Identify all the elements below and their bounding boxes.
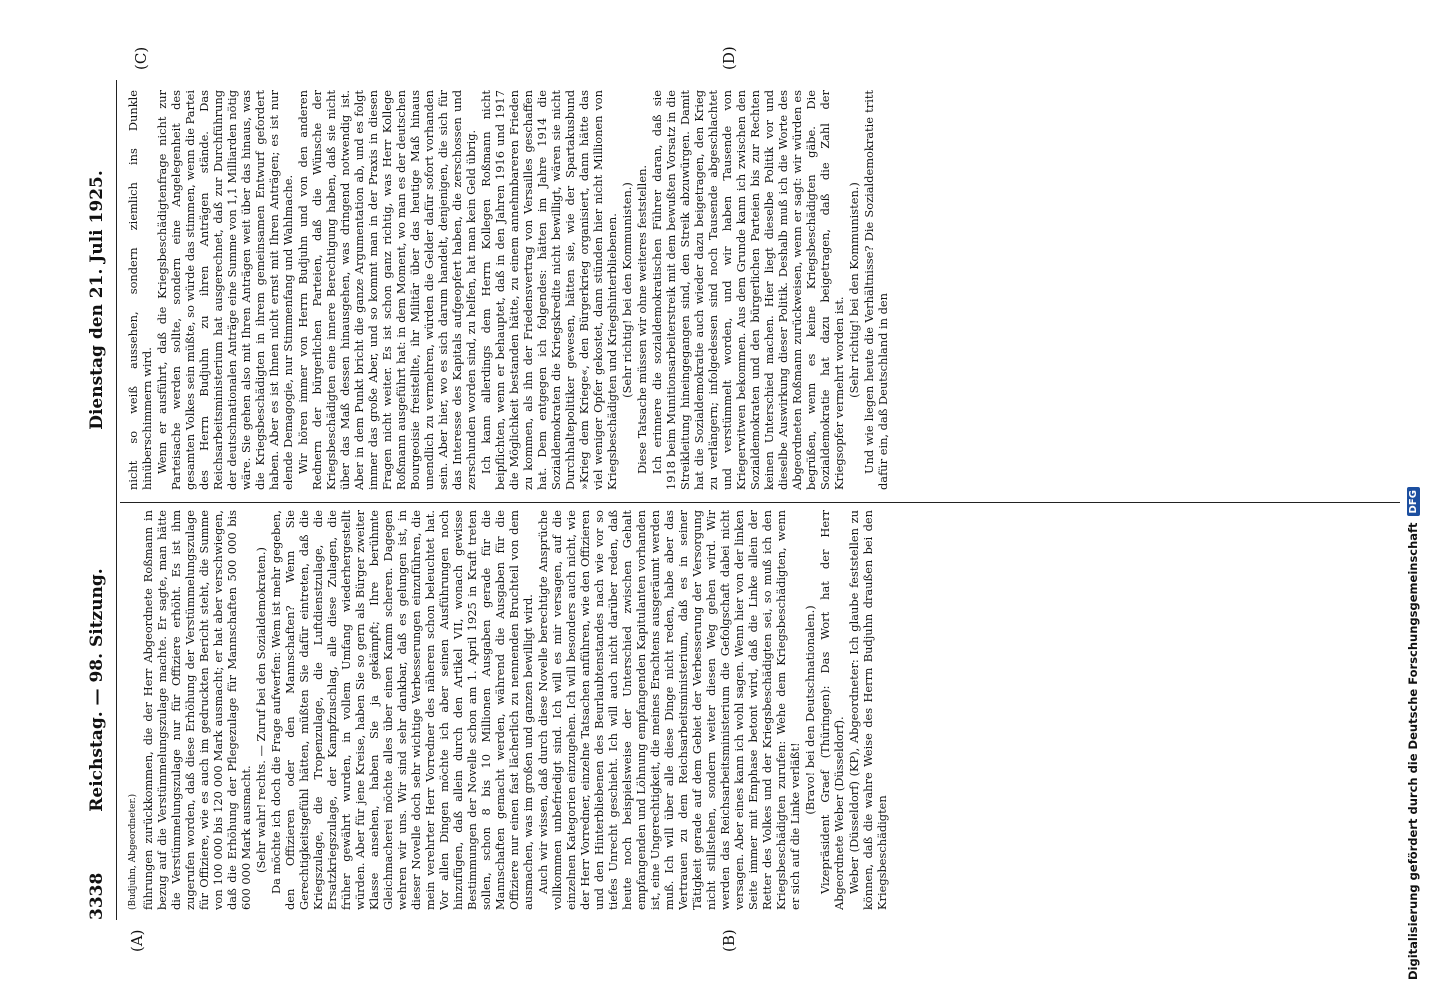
column-divider xyxy=(120,502,1400,503)
margin-marker-b: (B) xyxy=(720,929,738,952)
paragraph: Da möchte ich doch die Frage aufwerfen: Wem ist mehr gegeben, den Offizieren oder den Mannschaften? Wenn Sie Gerechtigkeitsgefühl hätten, müßten Sie dafür eintreten, daß die Kriegszulage, die Tropenzulage, die Luftdienstzulage, die Ersatzkriegszulage, der Kampfzuschlag, alle diese Zulagen, die früher gewährt wurden, in vollem Umfang wiederhergestellt würden. Aber für jene Kreise, haben Sie so gern als Bürger zweiter Klasse ansehen, haben Sie ja gekämpft; Ihre berühmte Gleichmacherei möchte alles über einen Kamm scheren. Dagegen wehren wir uns. Wir sind sehr dankbar, daß es gelungen ist, in dieser Novelle doch sehr wichtige Verbesserungen einzuführen, die mein verehrter Herr Vorredner des näheren schon beleuchtet hat. Vor allen Dingen möchte ich aber seinen Ausführungen noch hinzufügen, daß allein durch den Artikel VII, wonach gewisse Bestimmungen der Novelle schon am 1. April 1925 in Kraft treten sollen, schon 8 bis 10 Millionen Ausgaben gerade für die Mannschaften gemacht werden, während die Ausgaben für die Offiziere nur einen fast lächerlich zu nennenden Bruchteil von dem ausmachen, was im großen und ganzen bewilligt wird. xyxy=(269,510,535,910)
right-text-column xyxy=(126,90,1396,490)
paragraph: führungen zurückkommen, die der Herr Abgeordnete Roßmann in bezug auf die Verstümmelungszulage machte. Er sagte, man hätte die Verstümmelungszulage nur für Offiziere erhöht. Es ist ihm zugerufen worden, daß diese Erhöhung der Verstümmelungszulage für Offiziere, wie es auch im gedruckten Bericht steht, die Summe von 100 000 bis 120 000 Mark ausmacht; er hat aber verschwiegen, daß die Erhöhung der Pflegezulage für Mannschaften 500 000 bis 600 000 Mark ausmacht. xyxy=(141,510,253,910)
dfg-logo-icon: DFG xyxy=(1407,487,1420,516)
digitization-credit xyxy=(1400,20,1426,980)
paragraph: Wir hören immer von Herrn Budjuhn und von den anderen Rednern der bürgerlichen Parteien, daß die Wünsche der Kriegsbeschädigten eine innere Berechtigung haben, daß sie nicht über das Maß dessen hinausgehen, was dringend notwendig ist. Aber in dem Punkt bricht die ganze Argumentation ab, und es folgt immer das große Aber, und so kommt man in der Praxis in diesen Fragen nicht weiter. Es ist schon ganz richtig, was Herr Kollege Roßmann ausgeführt hat: in dem Moment, wo man es der deutschen Bourgeoisie freistellte, ihr Militär über das heutige Maß hinaus unendlich zu vermehren, würden die Gelder dafür sofort vorhanden sein. Aber hier, wo es sich darum handelt, denjenigen, die sich für das Interesse des Kapitals aufgeopfert haben, die zerschossen und zerschunden worden sind, zu helfen, hat man kein Geld übrig. xyxy=(296,90,478,490)
page-number: 3338 xyxy=(87,872,107,920)
interjection: (Sehr richtig! bei den Kommunisten.) xyxy=(620,182,634,398)
speaker-continuation-label: (Budjuhn, Abgeordneter.) xyxy=(128,793,138,910)
left-running-header: Reichstag. — 98. Sitzung. xyxy=(87,568,107,812)
header-rule xyxy=(116,80,117,920)
margin-marker-c: (C) xyxy=(132,46,150,70)
margin-marker-a: (A) xyxy=(128,929,146,952)
margin-marker-d: (D) xyxy=(720,46,738,70)
left-text-column xyxy=(126,510,1396,910)
interjection: (Bravo! bei den Deutschnationalen.) xyxy=(803,605,817,815)
right-running-header: Dienstag den 21. Juli 1925. xyxy=(87,170,107,430)
paragraph: Weber (Düsseldorf) (KP), Abgeordneter: Ich glaube feststellen zu können, daß die wahre Weise des Herrn Budjuhn draußen bei den Kriegsbeschädigten xyxy=(847,510,889,910)
credit-text: Digitalisierung gefördert durch die Deutsche Forschungsgemeinschaft xyxy=(1406,522,1420,980)
paragraph: Wenn er ausführt, daß die Kriegsbeschädigtenfrage nicht zur Parteisache werden sollte, sondern eine Angelegenheit des gesamten Volkes sein müßte, so würde das stimmen, wenn die Partei des Herrn Budjuhn zu ihren Anträgen stände. Das Reichsarbeitsministerium hat ausgerechnet, daß zur Durchführung der deutschnationalen Anträge eine Summe von 1,1 Milliarden nötig wäre. Sie gehen also mit Ihren Anträgen weit über das hinaus, was die Kriegsbeschädigten in ihrem gemeinsamen Entwurf gefordert haben. Aber es ist Ihnen nicht ernst mit Ihren Anträgen; es ist nur elende Demagogie, nur Stimmenfang und Wahlmache. xyxy=(155,90,295,490)
paragraph: Ich erinnere die sozialdemokratischen Führer daran, daß sie 1918 beim Munitionsarbeiterstreik mit dem bewußten Vorsatz in die Streikleitung hineingegangen sind, den Streik abzuwürgen. Damit hat die Sozialdemokratie auch wieder dazu beigetragen, den Krieg zu verlängern; infolgedessen sind noch Tausende abgeschlachtet und verstümmelt worden, und wir haben Tausende von Kriegerwitwen bekommen. Aus dem Grunde kann ich zwischen den Sozialdemokraten und den bürgerlichen Parteien bis zur Rechten keinen Unterschied machen. Hier liegt dieselbe Politik vor und dieselbe Auswirkung dieser Politik. Deshalb muß ich die Worte des Abgeordneten Roßmann zurückweisen, wenn er sagt: wir würden es begrüßen, wenn es keine Kriegsbeschädigten gäbe. Die Sozialdemokratie hat dazu beigetragen, daß die Zahl der Kriegsopfer vermehrt worden ist. xyxy=(650,90,846,490)
speaker-announcement: Vizepräsident Graef (Thüringen): Das Wort hat der Herr Abgeordnete Weber (Düsseldorf). xyxy=(818,510,846,910)
interjection: (Sehr richtig! bei den Kommunisten.) xyxy=(847,182,861,398)
paragraph: Auch wir wissen, daß durch diese Novelle berechtigte Ansprüche vollkommen unbefriedigt sind. Ich will es mir versagen, auf die einzelnen Kategorien einzugehen. Ich will besonders auch nicht, wie der Herr Vorredner, einzelne Tatsachen anführen, wie den Offizieren und den Hinterbliebenen des Beurlaubtenstandes nach wie vor so tiefes Unrecht geschieht. Ich will auch nicht darüber reden, daß heute noch beispielsweise der Unterschied zwischen Gehalt empfangenden und Löhnung empfangenden Kapitulanten vorhanden ist, eine Ungerechtigkeit, die meines Erachtens ausgeräumt werden muß. Ich will über alle diese Dinge nicht reden, habe aber das Vertrauen zu dem Reichsarbeitsministerium, daß es in seiner Tätigkeit gerade auf dem Gebiet der Verbesserung der Versorgung nicht stillstehen, sondern weiter diesen Weg gehen wird. Wir werden das Reichsarbeitsministerium die Gefolgschaft dabei nicht versagen. Aber eines kann ich wohl sagen. Wenn hier von der linken Seite immer mit Emphase betont wird, daß die Linke allein der Retter des Volkes und der Kriegsbeschädigten sei, so muß ich den Kriegsbeschädigten zurufen: Wehe dem Kriegsbeschädigten, wenn er sich auf die Linke verläßt! xyxy=(536,510,802,910)
paragraph: nicht so weiß aussehen, sondern ziemlich ins Dunkle hinüberschimmern wird. xyxy=(126,90,154,490)
paragraph: Und wie liegen heute die Verhältnisse? Die Sozialdemokratie tritt dafür ein, daß Deutschland in den xyxy=(862,90,890,490)
paragraph: Diese Tatsache müssen wir ohne weiteres feststellen. xyxy=(635,164,649,474)
paragraph: Ich kann allerdings dem Herrn Kollegen Roßmann nicht beipflichten, wenn er behauptet, daß in den Jahren 1916 und 1917 die Möglichkeit bestanden hätte, zu einem annehmbareren Frieden zu kommen, als ihn der Friedensvertrag von Versailles geschaffen hat. Dem entgegen ich folgendes: hätten im Jahre 1914 die Sozialdemokraten die Kriegskredite nicht bewilligt, wären sie nicht Durchhaltepolitiker gewesen, hätten sie, wie der Spartakusbund »Krieg dem Kriege«, den Bürgerkrieg organisiert, dann hätte das viel weniger Opfer gekostet, dann stünden hier nicht Millionen von Kriegsbeschädigten und Kriegshinterbliebenen. xyxy=(479,90,619,490)
interjection: (Sehr wahr! rechts. — Zuruf bei den Sozialdemokraten.) xyxy=(254,547,268,873)
